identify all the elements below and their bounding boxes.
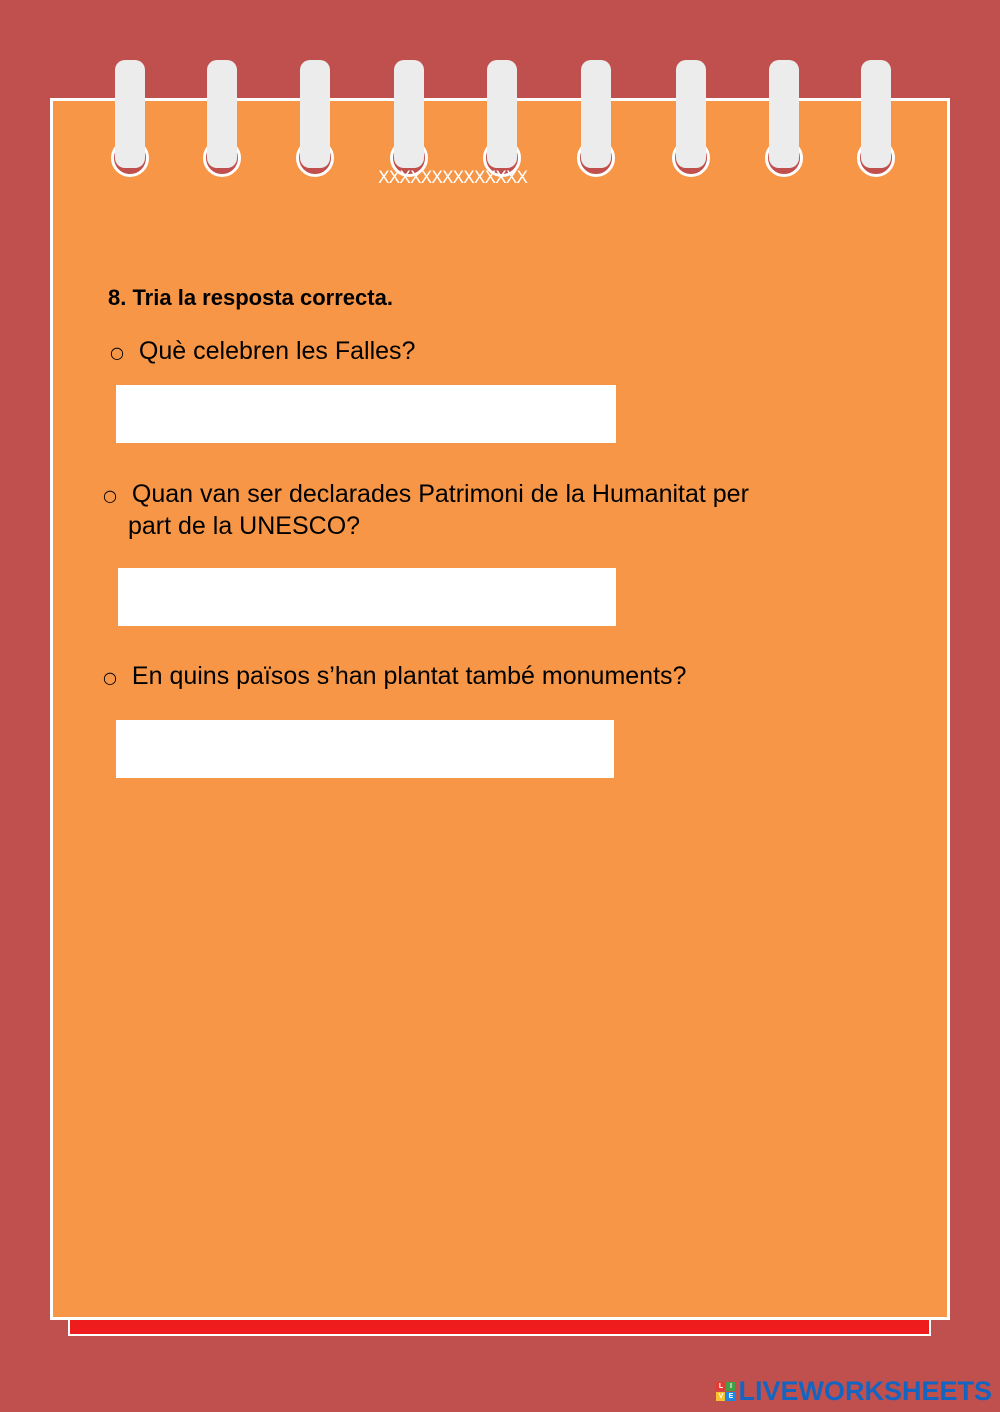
answer-2-input[interactable] <box>118 568 616 626</box>
liveworksheets-watermark <box>716 1376 992 1407</box>
notebook-ring-icon <box>769 60 799 168</box>
notebook-ring-icon <box>300 60 330 168</box>
question-1-text: Què celebren les Falles? <box>138 337 416 365</box>
logo-letter: V <box>716 1392 725 1401</box>
notebook-ring-icon <box>207 60 237 168</box>
bullet-icon: ○ <box>110 342 124 362</box>
notebook-ring-icon <box>861 60 891 168</box>
bullet-icon: ○ <box>103 485 117 505</box>
logo-letter: L <box>716 1382 725 1391</box>
question-1 <box>110 336 415 368</box>
notebook-ring-icon <box>115 60 145 168</box>
notebook-page <box>50 98 950 1320</box>
exercise-title: 8. Tria la resposta correcta. <box>108 285 393 310</box>
question-2-text-cont: part de la UNESCO? <box>128 511 361 540</box>
bullet-icon: ○ <box>103 667 117 687</box>
question-3-text: En quins països s’han plantat també monuments? <box>131 662 687 690</box>
watermark-text: LIVEWORKSHEETS <box>738 1376 992 1406</box>
logo-letter: I <box>726 1382 735 1391</box>
notebook-ring-icon <box>676 60 706 168</box>
notebook-ring-icon <box>394 60 424 168</box>
question-2-text: Quan van ser declarades Patrimoni de la Humanitat per <box>131 480 749 508</box>
answer-1-input[interactable] <box>116 385 616 443</box>
question-3 <box>103 661 686 693</box>
answer-3-input[interactable] <box>116 720 614 778</box>
notebook-ring-icon <box>487 60 517 168</box>
logo-letter: E <box>726 1392 735 1401</box>
liveworksheets-logo-icon <box>716 1382 735 1401</box>
question-2 <box>103 479 749 542</box>
stitch-decoration: XXXXXXXXXXXXXX <box>378 168 528 188</box>
red-bottom-strip <box>68 1318 931 1336</box>
notebook-ring-icon <box>581 60 611 168</box>
